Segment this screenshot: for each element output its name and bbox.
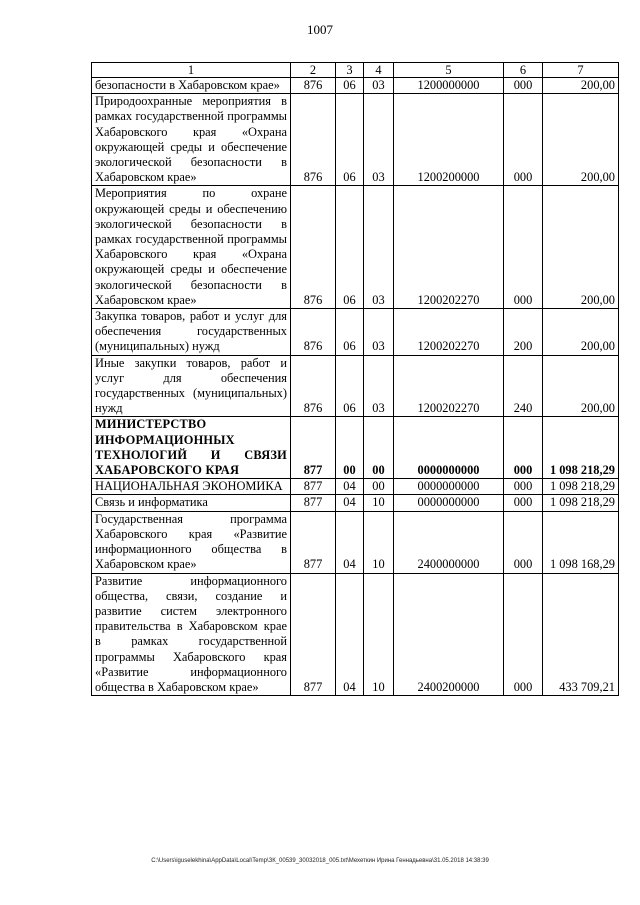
row-cell-c6: 000	[504, 186, 543, 309]
row-cell-c5: 0000000000	[394, 495, 504, 511]
row-name: Мероприятия по охране окружающей среды и обеспечению экологической безопасности в рамках государственной программы Хабаровского края «Охрана окружающей среды и обеспечение экологической безопасности в Хабаровском крае»	[92, 186, 291, 309]
row-name: НАЦИОНАЛЬНАЯ ЭКОНОМИКА	[92, 479, 291, 495]
row-cell-c7: 200,00	[543, 186, 619, 309]
row-cell-c7: 1 098 168,29	[543, 511, 619, 573]
row-cell-c7: 200,00	[543, 78, 619, 94]
row-cell-c3: 04	[336, 479, 364, 495]
column-header-2: 2	[291, 63, 336, 78]
row-cell-c3: 06	[336, 78, 364, 94]
row-cell-c2: 877	[291, 511, 336, 573]
row-cell-c5: 2400000000	[394, 511, 504, 573]
row-cell-c6: 000	[504, 78, 543, 94]
row-cell-c5: 1200200000	[394, 94, 504, 186]
row-cell-c3: 06	[336, 94, 364, 186]
row-cell-c7: 433 709,21	[543, 573, 619, 696]
row-name: Природоохранные мероприятия в рамках государственной программы Хабаровского края «Охрана окружающей среды и обеспечение экологической безопасности в Хабаровском крае»	[92, 94, 291, 186]
row-cell-c4: 00	[364, 479, 394, 495]
row-cell-c2: 876	[291, 78, 336, 94]
row-cell-c2: 877	[291, 417, 336, 479]
budget-table	[91, 62, 619, 696]
column-header-5: 5	[394, 63, 504, 78]
row-cell-c3: 04	[336, 573, 364, 696]
row-cell-c2: 877	[291, 495, 336, 511]
row-cell-c6: 000	[504, 417, 543, 479]
table-row	[92, 417, 619, 479]
row-cell-c4: 10	[364, 573, 394, 696]
row-cell-c4: 00	[364, 417, 394, 479]
column-header-4: 4	[364, 63, 394, 78]
row-name: МИНИСТЕРСТВО ИНФОРМАЦИОННЫХ ТЕХНОЛОГИЙ И СВЯЗИ ХАБАРОВСКОГО КРАЯ	[92, 417, 291, 479]
column-header-7: 7	[543, 63, 619, 78]
table-row	[92, 309, 619, 356]
row-cell-c6: 000	[504, 511, 543, 573]
row-cell-c2: 876	[291, 309, 336, 356]
row-cell-c2: 876	[291, 355, 336, 417]
row-cell-c6: 000	[504, 573, 543, 696]
row-cell-c2: 877	[291, 573, 336, 696]
row-cell-c5: 0000000000	[394, 479, 504, 495]
row-cell-c7: 1 098 218,29	[543, 479, 619, 495]
row-cell-c7: 200,00	[543, 309, 619, 356]
table-row	[92, 94, 619, 186]
row-cell-c3: 06	[336, 309, 364, 356]
row-cell-c5: 1200202270	[394, 186, 504, 309]
table-row	[92, 495, 619, 511]
row-cell-c7: 1 098 218,29	[543, 417, 619, 479]
row-name: Государственная программа Хабаровского края «Развитие информационного общества в Хабаровском крае»	[92, 511, 291, 573]
row-name: безопасности в Хабаровском крае»	[92, 78, 291, 94]
table-row	[92, 511, 619, 573]
row-cell-c4: 10	[364, 495, 394, 511]
table-row	[92, 78, 619, 94]
row-cell-c6: 000	[504, 495, 543, 511]
row-cell-c4: 03	[364, 78, 394, 94]
row-cell-c2: 876	[291, 94, 336, 186]
row-cell-c5: 2400200000	[394, 573, 504, 696]
table-header-row	[92, 63, 619, 78]
row-cell-c4: 10	[364, 511, 394, 573]
row-name: Иные закупки товаров, работ и услуг для обеспечения государственных (муниципальных) нужд	[92, 355, 291, 417]
file-path-footer: C:\Users\iguselekhina\AppData\Local\Temp\ЗК_00539_30032018_005.txt\Мехеткин Ирина Геннадьевна\31.05.2018 14:38:39	[151, 858, 489, 864]
row-cell-c5: 1200000000	[394, 78, 504, 94]
row-name: Связь и информатика	[92, 495, 291, 511]
table-row	[92, 573, 619, 696]
column-header-1: 1	[92, 63, 291, 78]
row-cell-c6: 000	[504, 479, 543, 495]
row-cell-c7: 1 098 218,29	[543, 495, 619, 511]
page-number: 1007	[307, 22, 333, 37]
row-cell-c6: 200	[504, 309, 543, 356]
row-cell-c7: 200,00	[543, 355, 619, 417]
row-cell-c4: 03	[364, 309, 394, 356]
row-cell-c6: 000	[504, 94, 543, 186]
row-cell-c3: 06	[336, 355, 364, 417]
row-cell-c2: 876	[291, 186, 336, 309]
row-cell-c4: 03	[364, 186, 394, 309]
row-cell-c4: 03	[364, 355, 394, 417]
table-row	[92, 186, 619, 309]
row-name: Закупка товаров, работ и услуг для обеспечения государственных (муниципальных) нужд	[92, 309, 291, 356]
table-row	[92, 479, 619, 495]
row-cell-c3: 04	[336, 511, 364, 573]
table-row	[92, 355, 619, 417]
row-cell-c3: 00	[336, 417, 364, 479]
row-cell-c3: 06	[336, 186, 364, 309]
row-cell-c3: 04	[336, 495, 364, 511]
row-cell-c2: 877	[291, 479, 336, 495]
row-cell-c5: 1200202270	[394, 355, 504, 417]
row-name: Развитие информационного общества, связи, создание и развитие систем электронного правительства в Хабаровском крае в рамках государственной программы Хабаровского края «Развитие информационного общества в Хабаровском крае»	[92, 573, 291, 696]
row-cell-c5: 0000000000	[394, 417, 504, 479]
column-header-3: 3	[336, 63, 364, 78]
column-header-6: 6	[504, 63, 543, 78]
row-cell-c6: 240	[504, 355, 543, 417]
row-cell-c7: 200,00	[543, 94, 619, 186]
row-cell-c5: 1200202270	[394, 309, 504, 356]
row-cell-c4: 03	[364, 94, 394, 186]
